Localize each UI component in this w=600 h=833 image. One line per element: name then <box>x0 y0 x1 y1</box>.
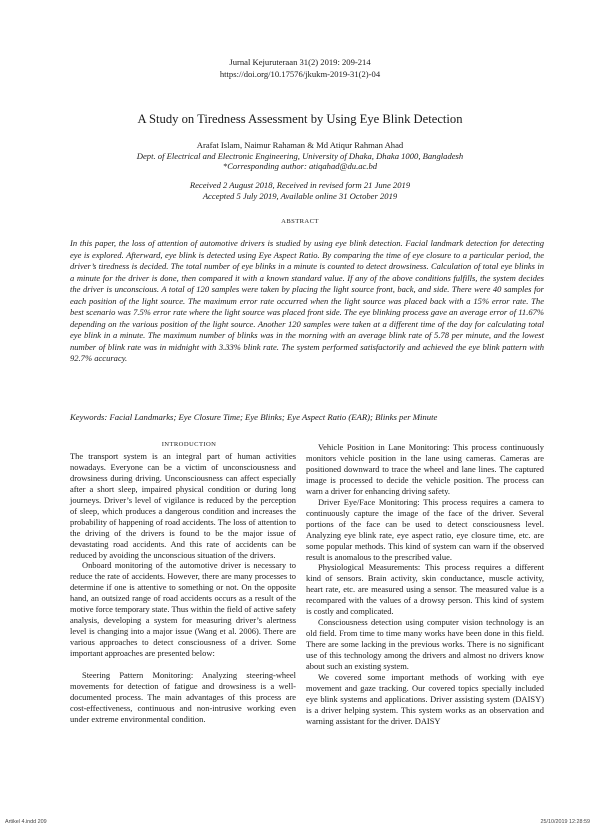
body-paragraph: Onboard monitoring of the automotive driver is necessary to reduce the rate of accidents. However, there are many processes to determine if one is attentive to something or not. On the opposite hand, an outsized range of road accidents occurs as a result of the motive force temporary state. Thus within the field of active safety analysis, developing a system for measuring driver’s alertness level is changing into a major issue (Wang et al. 2006). There are various approaches to detect consciousness of a driver. Some important approaches are presented below: <box>70 560 296 659</box>
doi-link[interactable]: https://doi.org/10.17576/jkukm-2019-31(2)-04 <box>219 69 381 79</box>
author-names: Arafat Islam, Naimur Rahaman & Md Atiqur Rahman Ahad <box>196 140 404 150</box>
body-paragraph: Vehicle Position in Lane Monitoring: This process continuously monitors vehicle position in the lane using cameras. Cameras are positioned downward to trace the wheel and lane lines. The captured image is processed to decide the vehicle position. The process can warn a driver for enhancing driving safety. <box>306 442 544 496</box>
right-column <box>306 442 544 727</box>
corresponding-author: *Corresponding author: atiqahad@du.ac.bd <box>222 161 378 171</box>
paper-title: A Study on Tiredness Assessment by Using Eye Blink Detection <box>137 112 463 126</box>
received-date: Received 2 August 2018, Received in revised form 21 June 2019 <box>189 180 411 190</box>
accepted-date: Accepted 5 July 2019, Available online 31 October 2019 <box>202 190 398 201</box>
keywords: Keywords: Facial Landmarks; Eye Closure Time; Eye Blinks; Eye Aspect Ratio (EAR); Blinks per Minute <box>70 412 438 422</box>
body-paragraph: Consciousness detection using computer vision technology is an old field. From time to time many works have been done in this field. There are some lacking in the previous works. There is no significant use of this technology among the drivers and almost no drivers know about such an existing system. <box>306 617 544 672</box>
author-affiliation: Dept. of Electrical and Electronic Engineering, University of Dhaka, Dhaka 1000, Bangladesh <box>136 150 464 161</box>
body-paragraph: Physiological Measurements: This process requires a different kind of sensors. Brain activity, skin conductance, muscle activity, heart rate, etc. are measured using a sensor. The measured value is a recompared with the values of a drowsy person. This kind of system is costly and complicated. <box>306 562 544 617</box>
journal-citation: Jurnal Kejuruteraan 31(2) 2019: 209-214 <box>229 57 371 67</box>
body-paragraph: Steering Pattern Monitoring: Analyzing steering-wheel movements for detection of fatigue and drowsiness is a well-documented process. The main advantages of this process are cost-effectiveness, continuous and non-intrusive working even under extreme environmental condition. <box>70 670 296 724</box>
footer-file-info: Artikel 4.indd 209 <box>5 819 47 825</box>
body-paragraph: The transport system is an integral part of human activities nowadays. Everyone can be a victim of unconsciousness and drowsiness during driving. Unconsciousness can affect especially after a short sleep, impaired physical condition or during long journeys. Driver’s level of vigilance is reduced by the perception of sleep, which produces a dangerous condition and increases the probability of happening of road accidents. The loss of attention to the driving of the drivers is found to be the major issue of devastating road accidents. And this rate of accidents can be reduced by avoiding the unconscious situation of the drivers. <box>70 450 296 560</box>
author-block <box>20 140 580 172</box>
publication-dates <box>20 180 580 201</box>
left-column <box>70 440 296 725</box>
abstract-text: In this paper, the loss of attention of automotive drivers is studied by using eye blink detection. Facial landmark detection for detecting eye is explored. Afterward, eye blink is detected using Eye Aspect Ratio. By comparing the time of eye closure to a particular period, the driver’s tiredness is decided. The total number of eye blinks in a minute is counted to detect drowsiness. Calculation of total eye blinks in a minute for the driver is done, then compared it with a known standard value. If any of the above conditions fulfills, the system decides the driver is unconscious. A total of 120 samples were taken by placing the light source front, back, and side. There were 40 samples for each position of the light source. The maximum error rate occurred when the light source was placed back with a 15% error rate. The best scenario was 7.5% error rate where the light source was placed front side. The eye blinking process gave an average error of 11.67% depending on the various position of the light source. Another 120 samples were taken at a different time of the day for calculating total eye blink in a minute. The maximum number of blinks was in the morning with an average blink rate of 5.78 per minute, and the lowest number of blink rate was in midnight with 3.33% blink rate. The system performed satisfactorily and achieved the eye blink pattern with 92.7% accuracy. <box>70 238 544 364</box>
journal-header <box>0 56 600 80</box>
footer-timestamp: 25/10/2019 12:28:59 <box>540 819 590 825</box>
body-paragraph: Driver Eye/Face Monitoring: This process requires a camera to continuously capture the image of the face of the driver. Several portions of the face can be used to detect consciousness level. Analyzing eye blink rate, eye aspect ratio, eye closure time, etc. are some popular methods. This kind of system can warn if the observed result is anomalous to the prescribed value. <box>306 496 544 562</box>
introduction-heading: INTRODUCTION <box>161 441 217 448</box>
body-paragraph: We covered some important methods of working with eye movement and gaze tracking. Our covered topics specially included eye blink systems and applications. Driver assisting system (DAISY) is a driver helping system. This system works as an observation and warning assistant for the driver. DAISY <box>306 672 544 726</box>
abstract-heading: ABSTRACT <box>281 218 319 225</box>
